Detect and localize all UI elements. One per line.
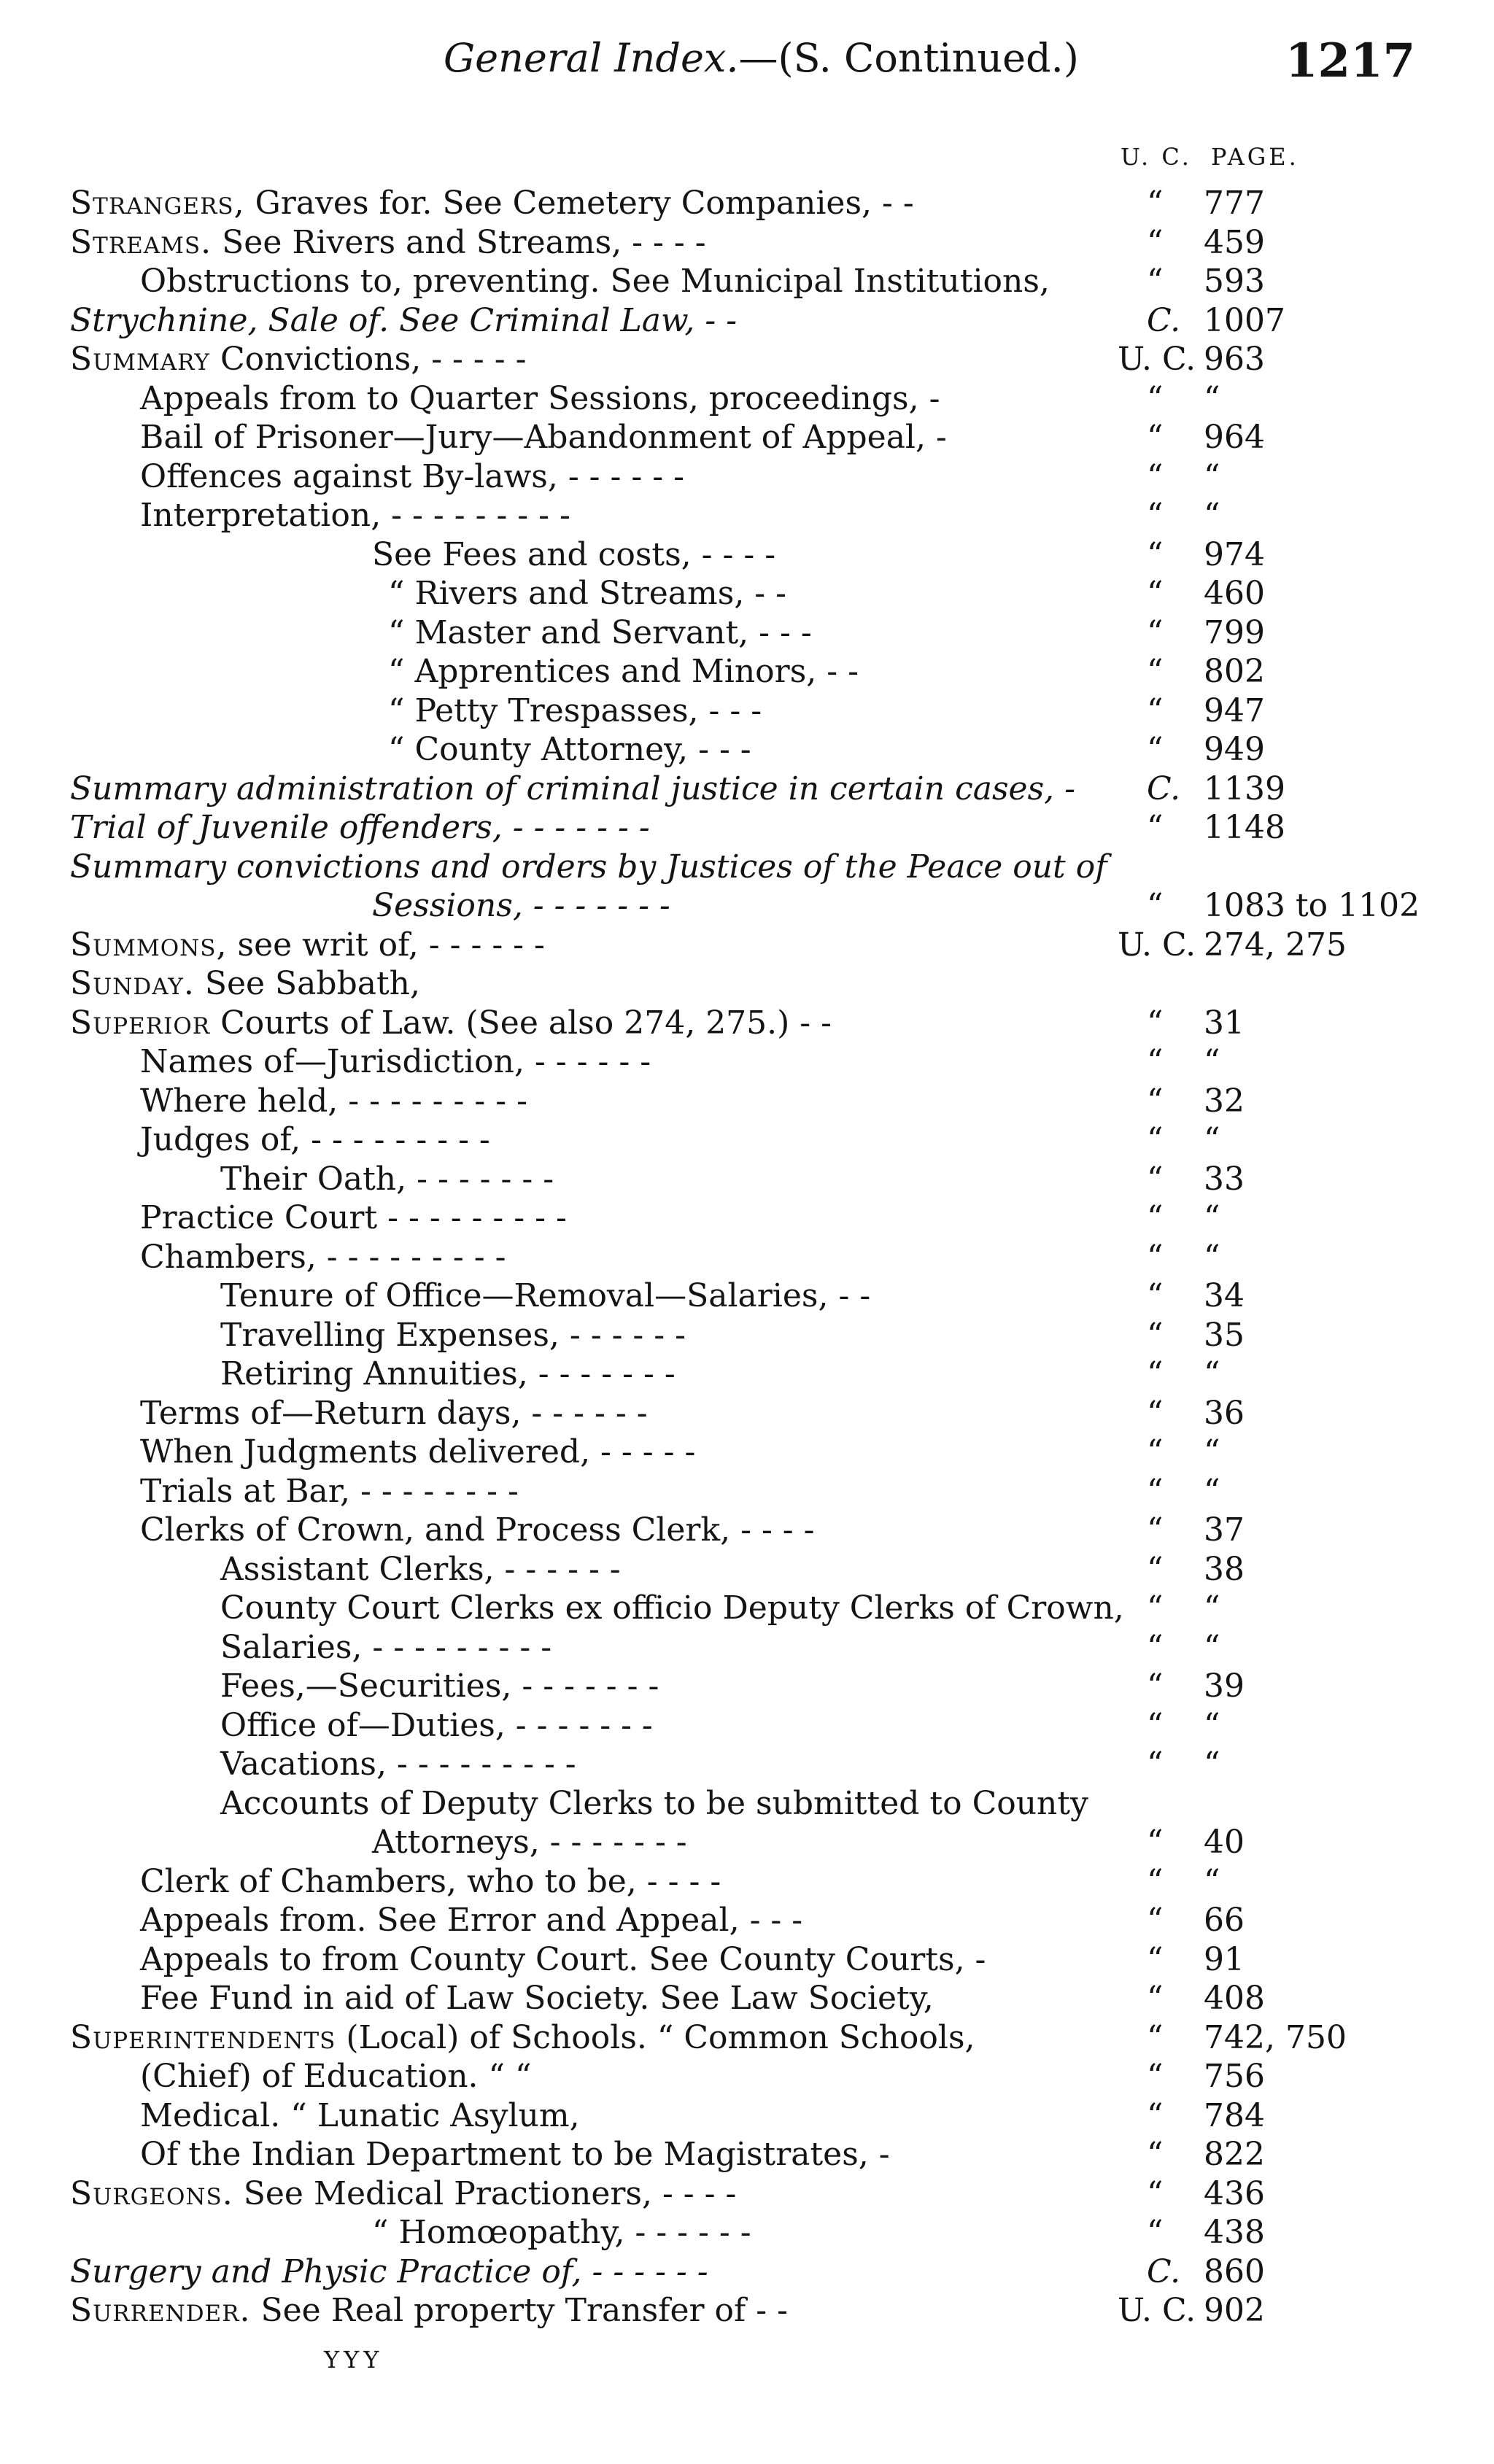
entry-description: Vacations, - - - - - - - - - [220,1746,576,1783]
entry-page-ref: 974 [1204,535,1265,573]
entry-uc-column: “ [1147,1902,1164,1939]
entry-page-ref: “ [1204,457,1220,495]
entry-uc-column: “ [1147,1862,1164,1900]
index-entry [0,1355,1494,1394]
entry-text [70,2018,975,2058]
entry-description: Where held, - - - - - - - - - [140,1082,527,1120]
entry-page-ref: 39 [1204,1667,1245,1705]
entry-page-ref: 66 [1204,1902,1245,1939]
entry-description: Graves for. See Cemetery Companies, - - [244,185,914,222]
entry-uc-column: “ [1147,263,1164,300]
entry-uc-column: “ [1147,1004,1164,1042]
entry-description: Clerk of Chambers, who to be, - - - - [140,1862,721,1900]
entry-description: Terms of—Return days, - - - - - - [140,1394,648,1432]
index-entry [0,496,1494,535]
index-entry [0,848,1494,887]
entry-page-ref: 35 [1204,1316,1245,1354]
entry-heading: Superintendents [70,2018,336,2056]
entry-uc-column: “ [1147,1121,1164,1158]
index-entry [0,2135,1494,2174]
entry-text [70,770,1075,809]
entry-page-ref: 460 [1204,575,1265,612]
entry-text [140,1042,651,1082]
entry-description: Judges of, - - - - - - - - - [140,1121,490,1158]
index-entry [0,2057,1494,2096]
entry-description: See Real property Transfer of - - [250,2292,788,2329]
index-entry [0,418,1494,457]
entry-description: “ Apprentices and Minors, - - [388,653,859,690]
index-entry [0,1589,1494,1628]
entry-page-ref: 1007 [1204,301,1285,339]
entry-uc-column: “ [1147,1706,1164,1744]
entry-text [220,1160,554,1199]
entry-uc-column: “ [1147,2018,1164,2056]
entry-description: See Medical Practioners, - - - - [233,2174,737,2212]
entry-page-ref: “ [1204,497,1220,534]
entry-uc-column: “ [1147,2174,1164,2212]
index-entry [0,1433,1494,1472]
entry-uc-column: “ [1147,1043,1164,1080]
entry-text [372,535,775,575]
entry-uc-column: “ [1147,575,1164,612]
entry-text [70,301,737,341]
entry-text [372,2213,751,2252]
index-entry [0,1979,1494,2018]
entry-text [388,613,812,653]
entry-description: (Chief) of Education. “ “ [140,2058,532,2095]
entry-uc-column: “ [1147,1472,1164,1510]
index-entry [0,730,1494,770]
entry-uc-column: “ [1147,1667,1164,1705]
entry-text [140,1082,527,1121]
entry-text [140,1198,567,1238]
entry-page-ref: “ [1204,1238,1220,1276]
entry-description: Strychnine, Sale of. See Criminal Law, - - [70,301,738,339]
index-entry [0,184,1494,223]
entry-uc-column: “ [1147,1277,1164,1314]
entry-description: Courts of Law. (See also 274, 275.) - - [210,1004,832,1042]
entry-page-ref: 34 [1204,1277,1245,1314]
entry-text [70,2174,736,2214]
entry-uc-column: “ [1147,1433,1164,1471]
index-entry [0,613,1494,653]
entry-page-ref: “ [1204,1355,1220,1392]
entry-uc-column: C. [1147,301,1181,339]
entry-text [220,1589,1124,1628]
entry-text [140,262,1050,301]
index-entry [0,2174,1494,2214]
entry-page-ref: 802 [1204,653,1265,690]
index-entry [0,1042,1494,1082]
entry-text [70,1004,832,1043]
entry-page-ref: 1139 [1204,770,1285,807]
entry-page-ref: 1083 to 1102 [1204,887,1420,924]
index-entry [0,926,1494,965]
entry-description: Salaries, - - - - - - - - - [220,1628,552,1666]
entry-uc-column: “ [1147,185,1164,222]
entry-text [70,926,545,965]
entry-page-ref: 40 [1204,1824,1245,1861]
entry-text [372,1823,687,1862]
entry-uc-column: U. C. [1118,341,1196,378]
entry-page-ref: 31 [1204,1004,1245,1042]
entry-description: Offences against By-laws, - - - - - - [140,457,684,495]
entry-uc-column: “ [1147,419,1164,456]
entry-page-ref: “ [1204,1472,1220,1510]
entry-text [70,223,706,263]
index-entry [0,535,1494,575]
index-entry [0,1823,1494,1862]
entry-text [140,1394,648,1433]
entry-uc-column: U. C. [1118,2292,1196,2329]
entry-heading: Summary [70,341,210,378]
entry-text [140,2135,890,2174]
entry-uc-column: “ [1147,379,1164,417]
entry-description: “ Homœopathy, - - - - - - [372,2214,751,2251]
index-entry [0,223,1494,263]
entry-page-ref: 37 [1204,1511,1245,1549]
index-entry [0,262,1494,301]
index-entry [0,886,1494,926]
entry-uc-column: U. C. [1118,926,1196,964]
entry-uc-column: “ [1147,457,1164,495]
entry-uc-column: “ [1147,1394,1164,1432]
entry-page-ref: 436 [1204,2174,1265,2212]
entry-description: “ Petty Trespasses, - - - [388,691,762,729]
entry-description: Attorneys, - - - - - - - [372,1824,687,1861]
index-entry [0,2291,1494,2331]
entry-uc-column: “ [1147,887,1164,924]
entry-text [220,1276,870,1316]
entry-text [388,691,762,731]
entry-page-ref: 947 [1204,691,1265,729]
entry-page-ref: 32 [1204,1082,1245,1120]
index-entry [0,1004,1494,1043]
index-entry [0,1472,1494,1511]
entry-page-ref: 408 [1204,1980,1265,2017]
entry-page-ref: 38 [1204,1550,1245,1588]
entry-text [220,1316,686,1355]
index-entry [0,1082,1494,1121]
entry-description: Chambers, - - - - - - - - - [140,1238,506,1276]
entry-page-ref: “ [1204,1121,1220,1158]
entry-text [220,1706,653,1746]
entry-description: Travelling Expenses, - - - - - - [220,1316,686,1354]
entry-text [140,2096,580,2136]
entry-uc-column: “ [1147,613,1164,651]
entry-page-ref: 949 [1204,731,1265,768]
entry-description: See Rivers and Streams, - - - - [212,223,706,261]
entry-text [140,1979,934,2018]
entry-uc-column: “ [1147,691,1164,729]
entry-description: Convictions, - - - - - [210,341,527,378]
entry-text [220,1745,576,1784]
entry-uc-column: “ [1147,223,1164,261]
entry-uc-column: C. [1147,770,1181,807]
entry-uc-column: C. [1147,2252,1181,2290]
entry-uc-column: “ [1147,2214,1164,2251]
index-entry [0,2096,1494,2136]
index-entry [0,1706,1494,1746]
entry-page-ref: “ [1204,1706,1220,1744]
entry-description: Accounts of Deputy Clerks to be submitted to County [220,1784,1088,1822]
index-entry [0,1238,1494,1277]
entry-description: See Sabbath, [194,965,420,1002]
entry-heading: Streams. [70,223,212,261]
entry-description: Sessions, - - - - - - - [372,887,670,924]
entry-description: “ County Attorney, - - - [388,731,751,768]
index-entries [0,184,1494,2331]
entry-uc-column: “ [1147,1199,1164,1236]
index-entry [0,1120,1494,1160]
entry-description: Clerks of Crown, and Process Clerk, - - - - [140,1511,815,1549]
entry-text [388,652,859,691]
entry-uc-column: “ [1147,1746,1164,1783]
entry-heading: Strangers, [70,185,245,222]
entry-uc-column: “ [1147,1628,1164,1666]
entry-uc-column: “ [1147,1550,1164,1588]
index-entry [0,1784,1494,1824]
entry-text [220,1355,676,1394]
index-entry [0,340,1494,379]
entry-text [220,1628,551,1667]
entry-page-ref: “ [1204,1862,1220,1900]
entry-text [70,184,914,223]
entry-heading: Surgeons. [70,2174,233,2212]
index-entry [0,457,1494,497]
entry-page-ref: 593 [1204,263,1265,300]
entry-description: Medical. “ Lunatic Asylum, [140,2096,580,2134]
entry-uc-column: “ [1147,497,1164,534]
entry-text [140,457,684,497]
entry-description: Surgery and Physic Practice of, - - - - - - [70,2252,708,2290]
entry-text [140,1433,695,1472]
entry-page-ref: 438 [1204,2214,1265,2251]
entry-page-ref: 1148 [1204,809,1285,846]
entry-description: See Fees and costs, - - - - [372,535,776,573]
entry-page-ref: 822 [1204,2136,1265,2173]
entry-text [372,886,670,926]
entry-page-ref: 902 [1204,2292,1265,2329]
entry-text [220,1784,1088,1824]
entry-uc-column: “ [1147,2058,1164,2095]
entry-uc-column: “ [1147,1316,1164,1354]
entry-page-ref: 91 [1204,1940,1245,1978]
entry-uc-column: “ [1147,1160,1164,1198]
entry-page-ref: 964 [1204,419,1265,456]
index-entry [0,808,1494,848]
entry-text [70,2252,708,2292]
entry-uc-column: “ [1147,731,1164,768]
page-number: 1217 [1285,34,1416,88]
index-entry [0,574,1494,613]
entry-uc-column: “ [1147,1824,1164,1861]
entry-text [70,2291,788,2331]
entry-description: see writ of, - - - - - - [227,926,545,964]
entry-description: Office of—Duties, - - - - - - - [220,1706,653,1744]
entry-text [140,1901,802,1940]
entry-page-ref: 784 [1204,2096,1265,2134]
entry-description: Appeals from. See Error and Appeal, - - - [140,1902,803,1939]
running-title-italic: General Index. [444,35,739,81]
entry-page-ref: 756 [1204,2058,1265,2095]
entry-uc-column: “ [1147,1355,1164,1392]
entry-page-ref: 274, 275 [1204,926,1347,964]
entry-description: Interpretation, - - - - - - - - - [140,497,570,534]
entry-text [140,2057,532,2096]
entry-description: Their Oath, - - - - - - - [220,1160,554,1198]
entry-page-ref: 799 [1204,613,1265,651]
entry-description: Tenure of Office—Removal—Salaries, - - [220,1277,871,1314]
entry-page-ref: “ [1204,1199,1220,1236]
entry-uc-column: “ [1147,1082,1164,1120]
entry-description: Practice Court - - - - - - - - - [140,1199,567,1236]
entry-description: “ Master and Servant, - - - [388,613,812,651]
running-title-rest: —(S. Continued.) [738,35,1079,81]
index-entry [0,301,1494,341]
entry-text [140,1238,506,1277]
entry-uc-column: “ [1147,1589,1164,1627]
entry-description: Fee Fund in aid of Law Society. See Law Society, [140,1980,934,2017]
entry-description: Assistant Clerks, - - - - - - [220,1550,621,1588]
index-entry [0,652,1494,691]
entry-text [220,1550,621,1589]
entry-text [140,1940,986,1980]
entry-heading: Sunday. [70,965,195,1002]
index-entry [0,1160,1494,1199]
entry-description: Names of—Jurisdiction, - - - - - - [140,1043,651,1080]
entry-text [70,340,526,379]
entry-page-ref: 33 [1204,1160,1245,1198]
entry-description: Appeals from to Quarter Sessions, proceedings, - [140,379,940,417]
entry-page-ref: “ [1204,1433,1220,1471]
entry-uc-column: “ [1147,535,1164,573]
entry-uc-column: “ [1147,2096,1164,2134]
entry-page-ref: 963 [1204,341,1265,378]
index-entry [0,1745,1494,1784]
entry-text [140,379,940,419]
entry-text [70,964,420,1004]
entry-page-ref: 36 [1204,1394,1245,1432]
entry-description: Summary administration of criminal justice in certain cases, - [70,770,1075,807]
entry-description: Trials at Bar, - - - - - - - - [140,1472,519,1510]
index-entry [0,1667,1494,1706]
entry-description: Bail of Prisoner—Jury—Abandonment of Appeal, - [140,419,947,456]
entry-description: Fees,—Securities, - - - - - - - [220,1667,659,1705]
entry-page-ref: 742, 750 [1204,2018,1347,2056]
entry-description: Retiring Annuities, - - - - - - - [220,1355,676,1392]
index-entry [0,2213,1494,2252]
entry-page-ref: “ [1204,1589,1220,1627]
entry-page-ref: “ [1204,379,1220,417]
column-header-uc: U. C. [1120,143,1192,171]
index-entry [0,691,1494,731]
index-entry [0,1628,1494,1667]
index-entry [0,1511,1494,1550]
entry-text [140,1472,519,1511]
entry-text [70,848,1107,887]
entry-description: County Court Clerks ex officio Deputy Clerks of Crown, [220,1589,1124,1627]
index-entry [0,1276,1494,1316]
index-entry [0,964,1494,1004]
entry-uc-column: “ [1147,653,1164,690]
column-header-page: PAGE. [1211,143,1299,171]
entry-page-ref: “ [1204,1746,1220,1783]
index-entry [0,1394,1494,1433]
entry-page-ref: “ [1204,1043,1220,1080]
entry-description: “ Rivers and Streams, - - [388,575,787,612]
index-entry [0,2252,1494,2292]
entry-description: (Local) of Schools. “ Common Schools, [336,2018,975,2056]
entry-page-ref: 777 [1204,185,1265,222]
index-entry [0,1550,1494,1589]
entry-uc-column: “ [1147,2136,1164,2173]
entry-description: Obstructions to, preventing. See Municipal Institutions, [140,263,1050,300]
index-entry [0,379,1494,419]
entry-description: Of the Indian Department to be Magistrates, - [140,2136,890,2173]
entry-text [220,1667,659,1706]
running-title [444,35,1079,81]
entry-heading: Summons, [70,926,228,964]
entry-text [140,418,947,457]
entry-description: Appeals to from County Court. See County Courts, - [140,1940,986,1978]
index-entry [0,1316,1494,1355]
entry-page-ref: “ [1204,1628,1220,1666]
entry-text [388,574,786,613]
entry-uc-column: “ [1147,1940,1164,1978]
index-entry [0,1198,1494,1238]
index-entry [0,1862,1494,1902]
entry-heading: Superior [70,1004,211,1042]
entry-uc-column: “ [1147,1511,1164,1549]
entry-heading: Surrender. [70,2292,251,2329]
entry-description: Trial of Juvenile offenders, - - - - - - - [70,809,650,846]
entry-page-ref: 459 [1204,223,1265,261]
entry-text [70,808,650,848]
entry-uc-column: “ [1147,809,1164,846]
entry-text [140,1511,815,1550]
entry-description: Summary convictions and orders by Justices of the Peace out of [70,848,1107,886]
entry-uc-column: “ [1147,1980,1164,2017]
index-entry [0,770,1494,809]
entry-text [140,1120,490,1160]
index-entry [0,1901,1494,1940]
index-entry [0,1940,1494,1980]
index-entry [0,2018,1494,2058]
signature-mark: YYY [324,2346,384,2374]
entry-description: When Judgments delivered, - - - - - [140,1433,696,1471]
entry-text [140,496,570,535]
entry-text [140,1862,721,1902]
entry-text [388,730,751,770]
entry-uc-column: “ [1147,1238,1164,1276]
entry-page-ref: 860 [1204,2252,1265,2290]
